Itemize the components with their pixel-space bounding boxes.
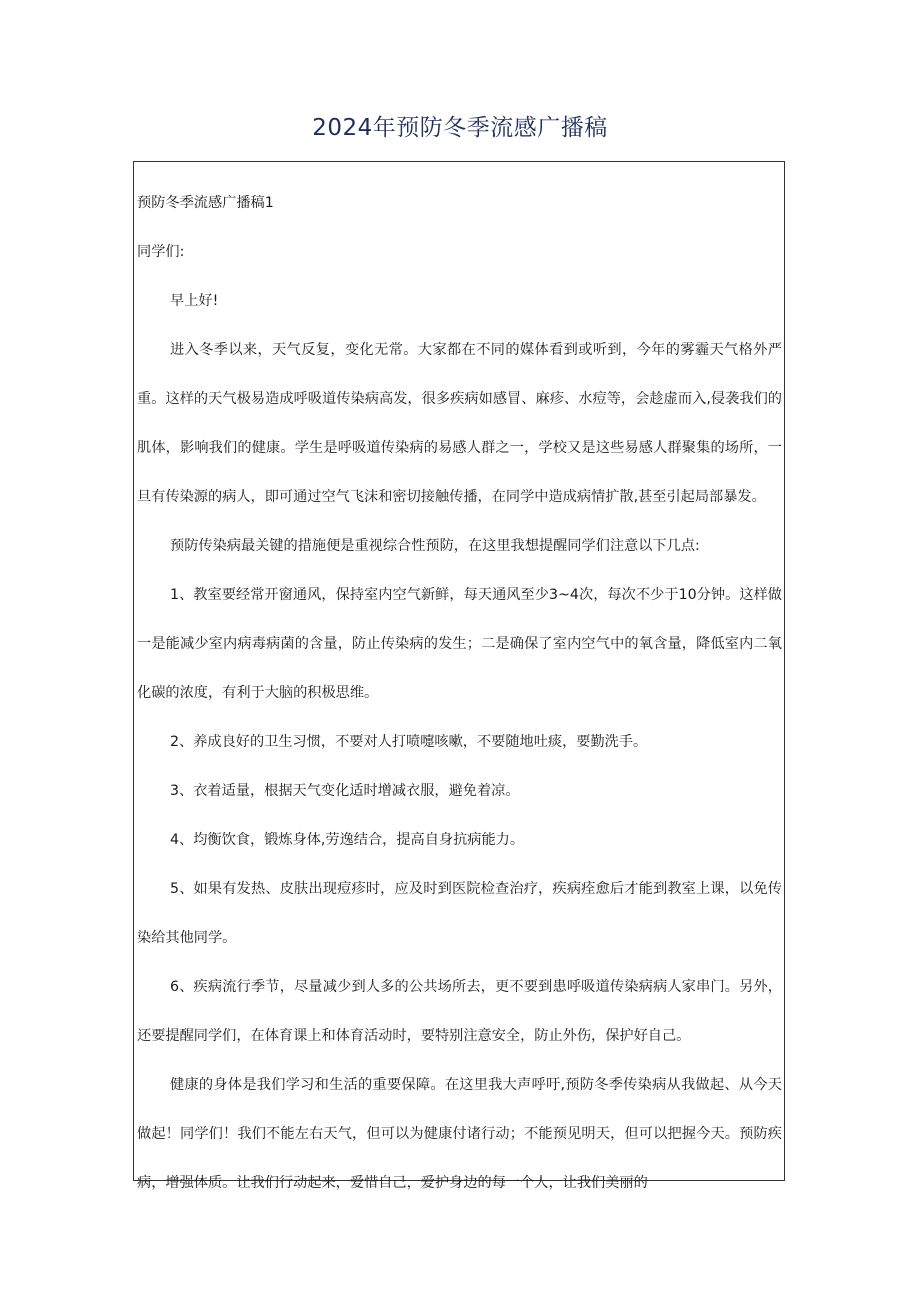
list-item-5: 5、如果有发热、皮肤出现痘疹时，应及时到医院检查治疗，疾病痊愈后才能到教室上课，以免传染给其他同学。 xyxy=(137,881,782,946)
paragraph-intro: 进入冬季以来，天气反复，变化无常。大家都在不同的媒体看到或听到，今年的雾霾天气格外严重。这样的天气极易造成呼吸道传染病高发，很多疾病如感冒、麻疹、水痘等，会趁虚而入,侵袭我们的肌体，影响我们的健康。学生是呼吸道传染病的易感人群之一，学校又是这些易感人群聚集的场所，一旦有传染源的病人，即可通过空气飞沫和密切接触传播，在同学中造成病情扩散,甚至引起局部暴发。 xyxy=(137,342,782,505)
list-item-2: 2、养成良好的卫生习惯，不要对人打喷嚏咳嗽，不要随地吐痰，要勤洗手。 xyxy=(170,734,648,750)
paragraph-closing: 健康的身体是我们学习和生活的重要保障。在这里我大声呼吁,预防冬季传染病从我做起、从今天做起！同学们！我们不能左右天气，但可以为健康付诸行动；不能预见明天，但可以把握今天。预防疾病，增强体质。让我们行动起来，爱惜自己，爱护身边的每一个人，让我们美丽的 xyxy=(137,1077,782,1191)
document-title: 2024年预防冬季流感广播稿 xyxy=(312,115,608,141)
section-heading: 预防冬季流感广播稿1 xyxy=(137,195,274,211)
paragraph-prevention: 预防传染病最关键的措施便是重视综合性预防，在这里我想提醒同学们注意以下几点: xyxy=(170,538,700,554)
document-body xyxy=(137,179,782,1208)
document-frame xyxy=(133,161,785,1191)
list-item-4: 4、均衡饮食，锻炼身体,劳逸结合，提高自身抗病能力。 xyxy=(170,832,525,848)
salutation: 同学们: xyxy=(137,244,185,260)
list-item-6: 6、疾病流行季节，尽量减少到人多的公共场所去，更不要到患呼吸道传染病病人家串门。另外，还要提醒同学们，在体育课上和体育活动时，要特别注意安全，防止外伤，保护好自己。 xyxy=(137,979,782,1044)
list-item-3: 3、衣着适量，根据天气变化适时增减衣服，避免着凉。 xyxy=(170,783,520,799)
list-item-1: 1、教室要经常开窗通风，保持室内空气新鲜，每天通风至少3~4次，每次不少于10分钟。这样做一是能减少室内病毒病菌的含量，防止传染病的发生；二是确保了室内空气中的氧含量，降低室内二氧化碳的浓度，有利于大脑的积极思维。 xyxy=(137,587,782,701)
greeting: 早上好! xyxy=(170,293,219,309)
